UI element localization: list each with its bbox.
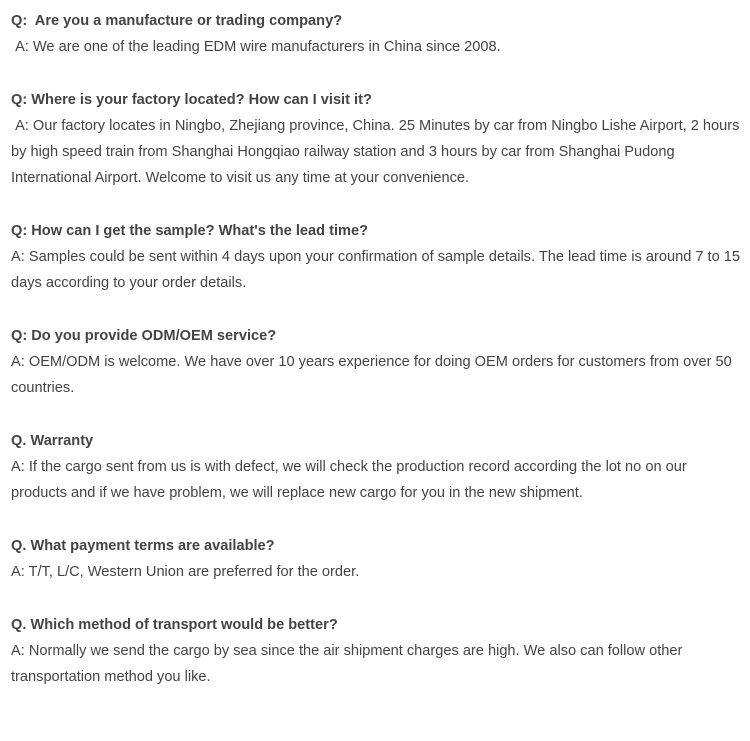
faq-answer: A: If the cargo sent from us is with defect, we will check the production record according the lot no on our products and if we have problem, we will replace new cargo for you in the new shipment. xyxy=(11,459,691,502)
faq-item xyxy=(11,87,744,192)
faq-item xyxy=(11,323,741,401)
faq-item xyxy=(11,533,741,585)
faq-question: Q: Are you a manufacture or trading company? xyxy=(11,13,343,29)
faq-question: Q. What payment terms are available? xyxy=(11,538,275,554)
faq-answer: A: Samples could be sent within 4 days upon your confirmation of sample details. The lead time is around 7 to 15 days according to your order details. xyxy=(11,249,745,292)
faq-answer: A: We are one of the leading EDM wire manufacturers in China since 2008. xyxy=(11,39,501,55)
faq-item xyxy=(11,428,741,506)
faq-answer: A: T/T, L/C, Western Union are preferred for the order. xyxy=(11,564,360,580)
faq-answer: A: Normally we send the cargo by sea since the air shipment charges are high. We also can follow other transportation method you like. xyxy=(11,643,687,686)
faq-question: Q. Which method of transport would be better? xyxy=(11,617,338,633)
faq-question: Q: How can I get the sample? What's the lead time? xyxy=(11,223,369,239)
faq-question: Q. Warranty xyxy=(11,433,94,449)
faq-item xyxy=(11,8,741,60)
faq-item xyxy=(11,218,745,296)
faq-question: Q: Do you provide ODM/OEM service? xyxy=(11,328,277,344)
faq-answer: A: Our factory locates in Ningbo, Zhejiang province, China. 25 Minutes by car from Ningbo Lishe Airport, 2 hours by high speed train from Shanghai Hongqiao railway station and 3 hours by car from Shanghai Pudong International Airport. Welcome to visit us any time at your convenience. xyxy=(11,118,744,187)
faq-question: Q: Where is your factory located? How can I visit it? xyxy=(11,92,372,108)
faq-answer: A: OEM/ODM is welcome. We have over 10 years experience for doing OEM orders for customers from over 50 countries. xyxy=(11,354,736,397)
faq-item xyxy=(11,612,741,690)
